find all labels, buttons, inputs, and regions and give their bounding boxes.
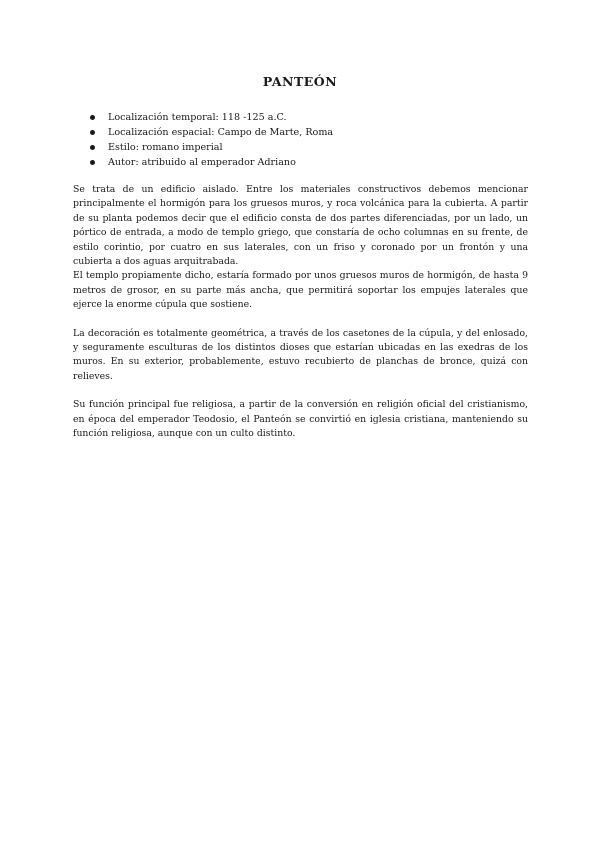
list-item <box>90 155 333 170</box>
paragraph: El templo propiamente dicho, estaría formado por unos gruesos muros de hormigón, de hasta 9 metros de grosor, en su parte más ancha, que permitirá soportar los empujes laterales que ejerce la enorme cúpula que sostiene. <box>73 270 528 311</box>
info-estilo: Estilo: romano imperial <box>108 142 223 153</box>
bullet-icon <box>90 145 95 150</box>
body-text <box>73 183 528 442</box>
info-temporal: Localización temporal: 118 -125 a.C. <box>108 112 287 123</box>
paragraph: La decoración es totalmente geométrica, a través de los casetones de la cúpula, y del enlosado, y seguramente esculturas de los distintos dioses que estarían ubicadas en las exedras de los muros. En su exterior, probablemente, estuvo recubierto de planchas de bronce, quizá con relieves. <box>73 327 528 382</box>
list-item <box>90 110 333 125</box>
paragraph: Su función principal fue religiosa, a partir de la conversión en religión oficial del cristianismo, en época del emperador Teodosio, el Panteón se convirtió en iglesia cristiana, manteniendo su función religiosa, aunque con un culto distinto. <box>73 399 528 440</box>
info-list <box>90 110 333 170</box>
bullet-icon <box>90 160 95 165</box>
list-item <box>90 140 333 155</box>
info-autor: Autor: atribuido al emperador Adriano <box>108 157 296 168</box>
bullet-icon <box>90 115 95 120</box>
bullet-icon <box>90 130 95 135</box>
page-title: PANTEÓN <box>262 74 338 89</box>
info-espacial: Localización espacial: Campo de Marte, Roma <box>108 127 334 138</box>
list-item <box>90 125 333 140</box>
paragraph: Se trata de un edificio aislado. Entre los materiales constructivos debemos mencionar principalmente el hormigón para los gruesos muros, y roca volcánica para la cubierta. A partir de su planta podemos decir que el edificio consta de dos partes diferenciadas, por un lado, un pórtico de entrada, a modo de templo griego, que constaría de ocho columnas en su frente, de estilo corintio, por cuatro en sus laterales, con un friso y coronado por un frontón y una cubierta a dos aguas arquitrabada. <box>73 184 528 268</box>
